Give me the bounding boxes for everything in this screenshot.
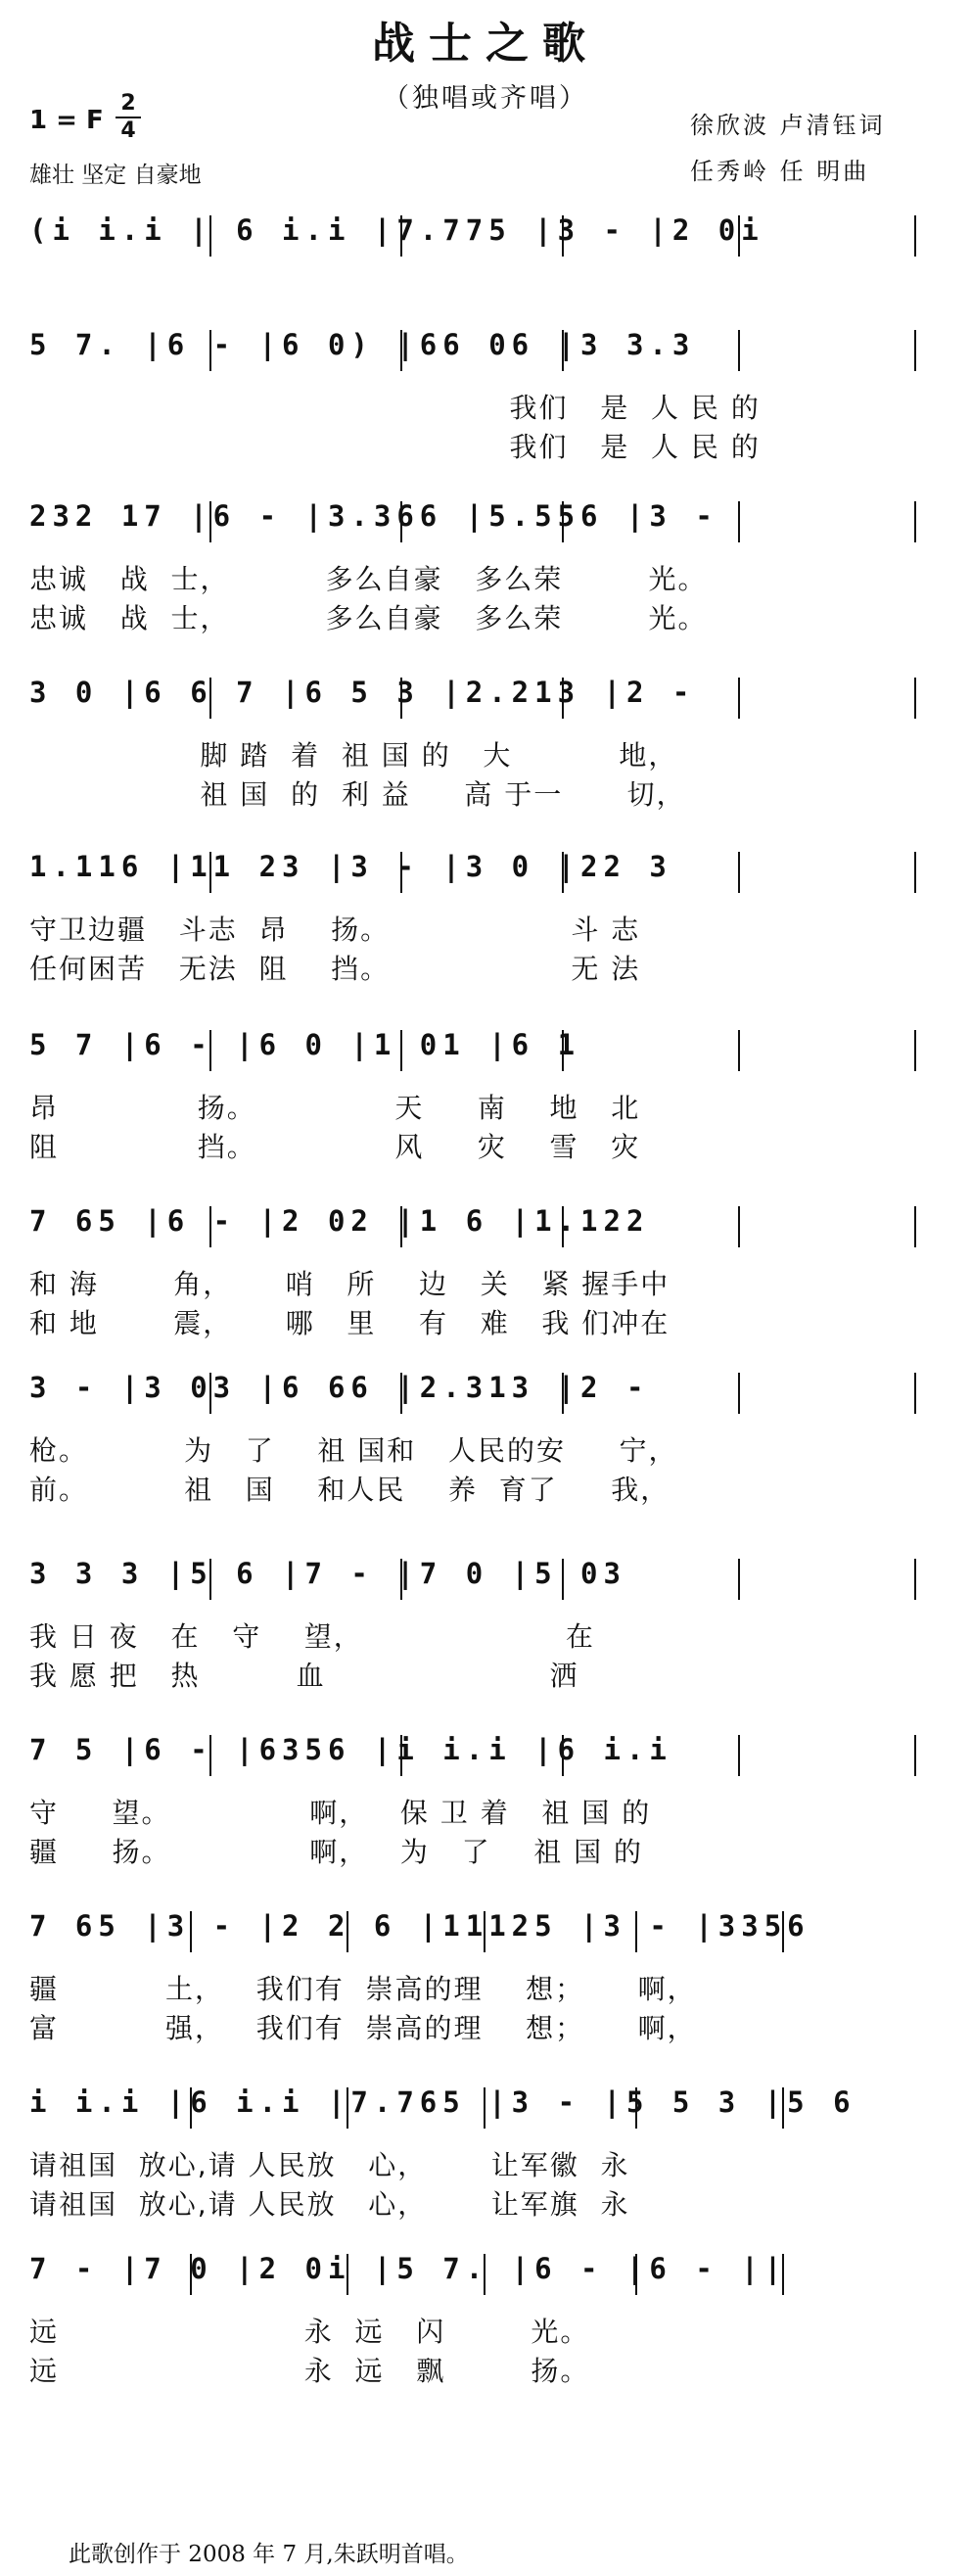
tempo-marking: 雄壮 坚定 自豪地 xyxy=(29,163,202,188)
score-system xyxy=(0,1371,971,1547)
notation-line: 5 7 |6 - |6 0 |1 01 |6 1 xyxy=(29,1028,581,1061)
lyric-line: 昂 扬。 天 南 地 北 xyxy=(29,1092,641,1124)
lyric-line: 我 愿 把 热 血 洒 xyxy=(29,1660,579,1692)
lyric-line: 守 望。 啊， 保 卫 着 祖 国 的 xyxy=(29,1797,652,1829)
lyricist-credit: 徐欣波 卢清钰词 xyxy=(690,112,886,139)
lyric-line: 远 永 远 闪 光。 xyxy=(29,2316,590,2348)
lyric-line: 脚 踏 着 祖 国 的 大 地， xyxy=(29,739,678,772)
time-signature xyxy=(116,92,141,143)
lyric-line: 疆 扬。 啊， 为 了 祖 国 的 xyxy=(29,1836,644,1868)
lyric-line: 守卫边疆 斗志 昂 扬。 斗 志 xyxy=(29,913,641,946)
notation-line: 7 5 |6 - |6356 |i i.i |6 i.i xyxy=(29,1733,672,1766)
lyric-line: 任何困苦 无法 阻 挡。 无 法 xyxy=(29,953,641,985)
notation-line: 3 3 3 |5 6 |7 - |7 0 |5 03 xyxy=(29,1557,626,1590)
score-system xyxy=(0,328,971,504)
song-subtitle: （独唱或齐唱） xyxy=(383,83,588,114)
score-system xyxy=(0,499,971,676)
lyric-line: 前。 祖 国 和人民 养 育了 我， xyxy=(29,1474,670,1506)
footnote: 此歌创作于 2008 年 7 月,朱跃明首唱。 xyxy=(69,2542,469,2567)
lyric-line: 枪。 为 了 祖 国和 人民的安 宁， xyxy=(29,1434,678,1467)
lyric-line: 阻 挡。 风 灾 雪 灾 xyxy=(29,1131,641,1163)
score-system xyxy=(0,1733,971,1909)
notation-line: 1.116 |11 23 |3 - |3 0 |22 3 xyxy=(29,850,672,883)
score-system xyxy=(0,1204,971,1381)
lyric-line: 和 地 震， 哪 里 有 难 我 们冲在 xyxy=(29,1307,670,1339)
notation-line: i i.i |6 i.i |7.765 |3 - |5 5 3 |5 6 xyxy=(29,2085,856,2119)
score-system xyxy=(0,1909,971,2085)
lyric-line: 我们 是 人 民 的 xyxy=(29,392,761,424)
lyric-line: 忠诚 战 士， 多么自豪 多么荣 光。 xyxy=(29,563,708,595)
notation-line: 7 65 |3 - |2 2 6 |11125 |3 - |3356 xyxy=(29,1909,810,1943)
notation-line: 7 - |7 0 |2 0i |5 7. |6 - |6 - || xyxy=(29,2252,788,2285)
notation-line: 5 7. |6 - |6 0) |66 06 |3 3.3 xyxy=(29,328,696,361)
composer-credit: 任秀岭 任 明曲 xyxy=(690,158,870,185)
song-title: 战士之歌 xyxy=(372,19,599,69)
lyric-line: 我们 是 人 民 的 xyxy=(29,431,761,463)
score-system xyxy=(0,1557,971,1733)
score-system xyxy=(0,676,971,852)
lyric-line: 和 海 角， 哨 所 边 关 紧 握手中 xyxy=(29,1268,670,1300)
time-signature-bottom: 4 xyxy=(120,118,136,143)
lyric-line: 疆 土， 我们有 崇高的理 想； 啊， xyxy=(29,1973,697,2005)
notation-line: 3 0 |6 6 7 |6 5 3 |2.213 |2 - xyxy=(29,676,696,709)
notation-line: 3 - |3 03 |6 66 |2.313 |2 - xyxy=(29,1371,650,1404)
score-system xyxy=(0,2085,971,2262)
score-system xyxy=(0,850,971,1026)
lyric-line: 祖 国 的 利 益 高 于一 切， xyxy=(29,778,686,811)
lyric-line: 请祖国 放心,请 人民放 心， 让军旗 永 xyxy=(29,2188,630,2221)
lyric-line: 忠诚 战 士， 多么自豪 多么荣 光。 xyxy=(29,602,708,634)
notation-line: (i i.i | 6 i.i |7.775 |3 - |2 0i xyxy=(29,213,764,247)
time-signature-top: 2 xyxy=(120,91,136,116)
score-system xyxy=(0,2252,971,2428)
lyric-line: 远 永 远 飘 扬。 xyxy=(29,2355,590,2387)
notation-line: 7 65 |6 - |2 02 |1 6 |1.122 xyxy=(29,1204,650,1238)
notation-line: 232 17 |6 - |3.366 |5.556 |3 - xyxy=(29,499,718,533)
key-signature: 1 = F xyxy=(29,106,104,135)
lyric-line: 我 日 夜 在 守 望， 在 xyxy=(29,1620,595,1653)
lyric-line: 富 强， 我们有 崇高的理 想； 啊， xyxy=(29,2012,697,2044)
score-system xyxy=(0,1028,971,1204)
lyric-line: 请祖国 放心,请 人民放 心， 让军徽 永 xyxy=(29,2149,630,2181)
